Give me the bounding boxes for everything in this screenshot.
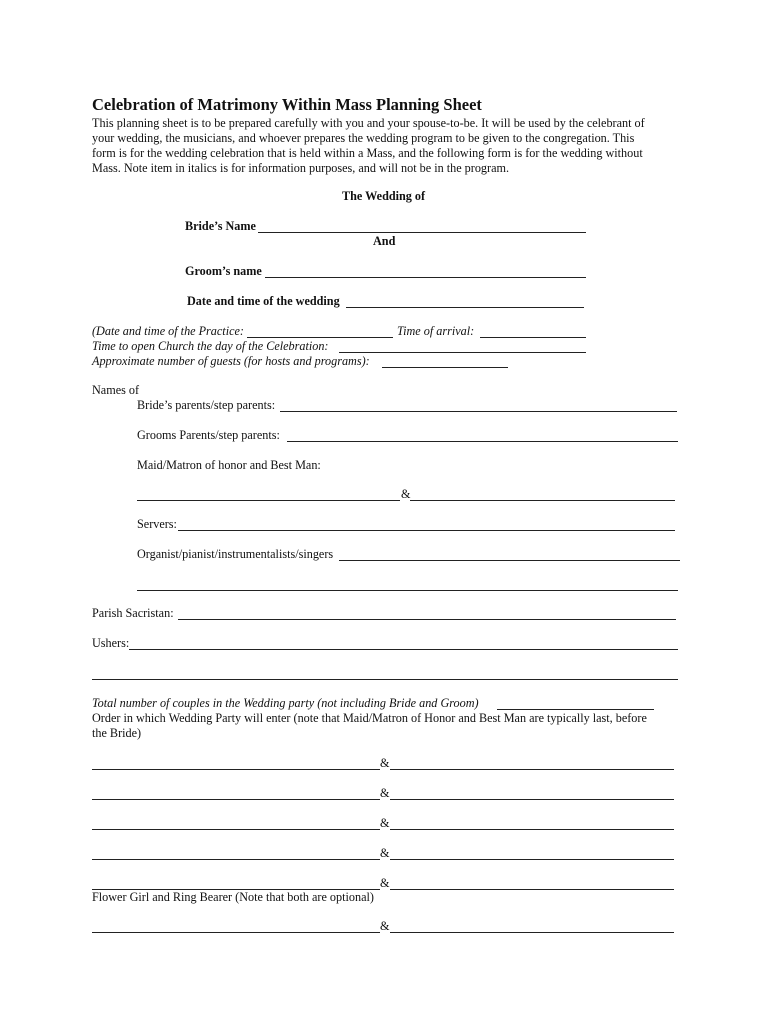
and-label: And xyxy=(373,234,396,248)
intro-line: form is for the wedding celebration that is held within a Mass, and the following form is for the wedding without xyxy=(92,146,643,160)
open-church-label: Time to open Church the day of the Celebration: xyxy=(92,339,329,353)
wedding-datetime-field[interactable] xyxy=(346,307,584,308)
intro-line: your wedding, the musicians, and whoever prepares the wedding program to be given to the congregation. This xyxy=(92,131,635,145)
grooms-name-label: Groom’s name xyxy=(185,264,262,278)
grooms-name-field[interactable] xyxy=(265,277,586,278)
arrival-field[interactable] xyxy=(480,337,586,338)
maid-field[interactable] xyxy=(137,500,400,501)
ampersand: & xyxy=(380,876,390,890)
total-couples-field[interactable] xyxy=(497,709,654,710)
guests-label: Approximate number of guests (for hosts and programs): xyxy=(92,354,370,368)
ampersand: & xyxy=(401,487,411,501)
maid-bestman-label: Maid/Matron of honor and Best Man: xyxy=(137,458,321,472)
guests-field[interactable] xyxy=(382,367,508,368)
sacristan-field[interactable] xyxy=(178,619,676,620)
pair-1-right-field[interactable] xyxy=(390,769,674,770)
ampersand: & xyxy=(380,919,390,933)
pair-4-right-field[interactable] xyxy=(390,859,674,860)
pair-1-left-field[interactable] xyxy=(92,769,380,770)
pair-2-right-field[interactable] xyxy=(390,799,674,800)
arrival-label: Time of arrival: xyxy=(397,324,475,338)
practice-label: (Date and time of the Practice: xyxy=(92,324,244,338)
servers-label: Servers: xyxy=(137,517,177,531)
organist-field-2[interactable] xyxy=(137,590,678,591)
ushers-field[interactable] xyxy=(129,649,678,650)
wedding-of-heading: The Wedding of xyxy=(342,189,426,203)
ampersand: & xyxy=(380,816,390,830)
pair-4-left-field[interactable] xyxy=(92,859,380,860)
ring-bearer-field[interactable] xyxy=(390,932,674,933)
brides-parents-label: Bride’s parents/step parents: xyxy=(137,398,276,412)
organist-label: Organist/pianist/instrumentalists/singers xyxy=(137,547,334,561)
pair-3-left-field[interactable] xyxy=(92,829,380,830)
intro-line: This planning sheet is to be prepared carefully with you and your spouse-to-be. It will be used by the celebrant of xyxy=(92,116,645,130)
brides-name-field[interactable] xyxy=(258,232,586,233)
ushers-label: Ushers: xyxy=(92,636,130,650)
practice-field[interactable] xyxy=(247,337,393,338)
pair-2-left-field[interactable] xyxy=(92,799,380,800)
brides-name-label: Bride’s Name xyxy=(185,219,256,233)
page-title: Celebration of Matrimony Within Mass Planning Sheet xyxy=(92,95,482,114)
ampersand: & xyxy=(380,786,390,800)
order-label-2: the Bride) xyxy=(92,726,142,740)
ushers-field-2[interactable] xyxy=(92,679,678,680)
intro-paragraph xyxy=(92,116,682,176)
sacristan-label: Parish Sacristan: xyxy=(92,606,174,620)
wedding-datetime-label: Date and time of the wedding xyxy=(187,294,340,308)
flower-girl-label: Flower Girl and Ring Bearer (Note that both are optional) xyxy=(92,890,374,904)
servers-field[interactable] xyxy=(178,530,675,531)
brides-parents-field[interactable] xyxy=(280,411,677,412)
order-label: Order in which Wedding Party will enter (note that Maid/Matron of Honor and Best Man are typically last, before xyxy=(92,711,647,725)
open-church-field[interactable] xyxy=(339,352,586,353)
grooms-parents-field[interactable] xyxy=(287,441,678,442)
ampersand: & xyxy=(380,756,390,770)
grooms-parents-label: Grooms Parents/step parents: xyxy=(137,428,280,442)
organist-field[interactable] xyxy=(339,560,680,561)
pair-3-right-field[interactable] xyxy=(390,829,674,830)
names-of-label: Names of xyxy=(92,383,140,397)
pair-5-right-field[interactable] xyxy=(390,889,674,890)
total-couples-label: Total number of couples in the Wedding party (not including Bride and Groom) xyxy=(92,696,479,710)
intro-line: Mass. Note item in italics is for information purposes, and will not be in the program. xyxy=(92,161,510,175)
ampersand: & xyxy=(380,846,390,860)
flower-girl-field[interactable] xyxy=(92,932,380,933)
bestman-field[interactable] xyxy=(410,500,675,501)
